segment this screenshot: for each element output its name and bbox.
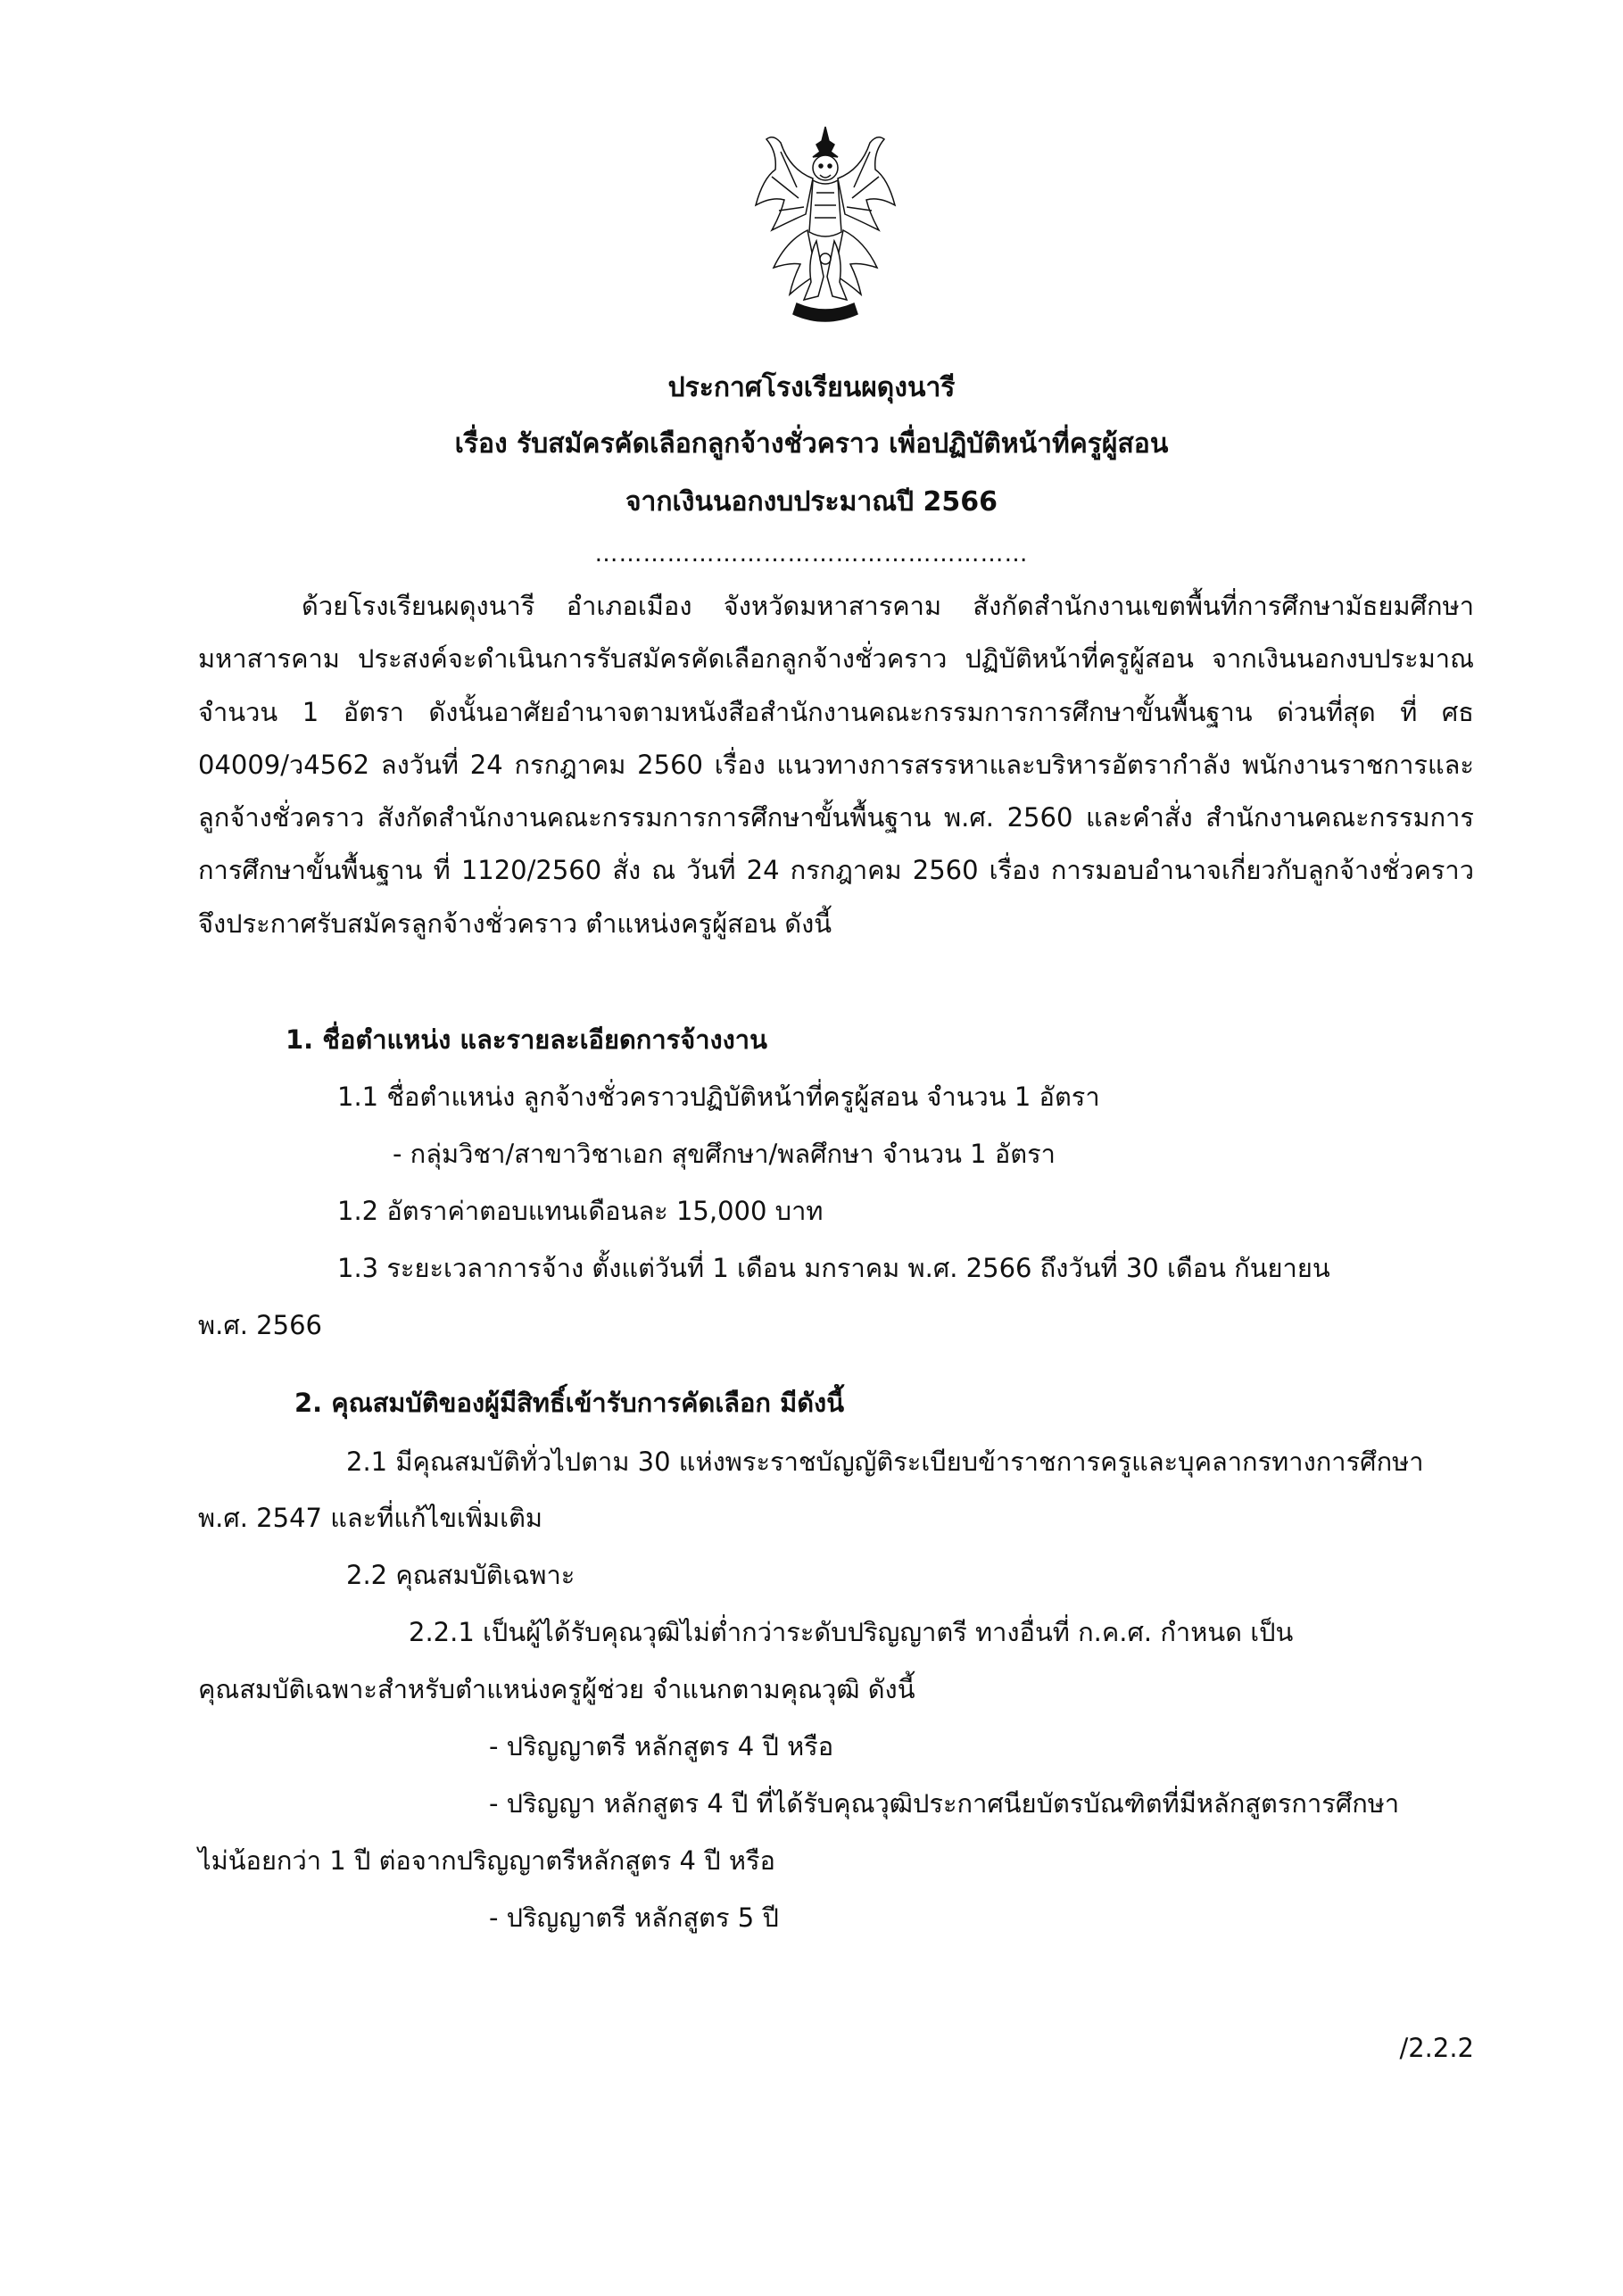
announcement-title: ประกาศโรงเรียนผดุงนารี (667, 372, 956, 403)
item-2-2: 2.2 คุณสมบัติเฉพาะ (346, 1560, 576, 1590)
qualification-bullet-2-line-1: - ปริญญา หลักสูตร 4 ปี ที่ได้รับคุณวุฒิประกาศนียบัตรบัณฑิตที่มีหลักสูตรการศึกษา (489, 1788, 1400, 1819)
announcement-subject: เรื่อง รับสมัครคัดเลือกลูกจ้างชั่วคราว เพื่อปฏิบัติหน้าที่ครูผู้สอน (454, 428, 1169, 460)
item-1-2: 1.2 อัตราค่าตอบแทนเดือนละ 15,000 บาท (337, 1196, 824, 1226)
item-2-1-line-1: 2.1 มีคุณสมบัติทั่วไปตาม 30 แห่งพระราชบัญญัติระเบียบข้าราชการครูและบุคลากรทางการศึกษา (346, 1446, 1424, 1477)
qualification-bullet-3: - ปริญญาตรี หลักสูตร 5 ปี (489, 1902, 779, 1933)
separator-dots: ……………………………………………… (594, 541, 1029, 568)
item-2-2-1-line-1: 2.2.1 เป็นผู้ได้รับคุณวุฒิไม่ต่ำกว่าระดับปริญญาตรี ทางอื่นที่ ก.ค.ศ. กำหนด เป็น (409, 1617, 1294, 1647)
item-2-1-line-2: พ.ศ. 2547 และที่แก้ไขเพิ่มเติม (198, 1503, 543, 1533)
intro-paragraph: ด้วยโรงเรียนผดุงนารี อำเภอเมือง จังหวัดมหาสารคาม สังกัดสำนักงานเขตพื้นที่การศึกษามัธยมศึกษามหาสารคาม ประสงค์จะดำเนินการรับสมัครคัดเลือกลูกจ้างชั่วคราว ปฏิบัติหน้าที่ครูผู้สอน จากเงินนอกงบประมาณ จำนวน 1 อัตรา ดังนั้นอาศัยอำนาจตามหนังสือสำนักงานคณะกรรมการการศึกษาขั้นพื้นฐาน ด่วนที่สุด ที่ ศธ 04009/ว4562 ลงวันที่ 24 กรกฎาคม 2560 เรื่อง แนวทางการสรรหาและบริหารอัตรากำลัง พนักงานราชการและลูกจ้างชั่วคราว สังกัดสำนักงานคณะกรรมการการศึกษาขั้นพื้นฐาน พ.ศ. 2560 และคำสั่ง สำนักงานคณะกรรมการการศึกษาขั้นพื้นฐาน ที่ 1120/2560 สั่ง ณ วันที่ 24 กรกฎาคม 2560 เรื่อง การมอบอำนาจเกี่ยวกับลูกจ้างชั่วคราว จึงประกาศรับสมัครลูกจ้างชั่วคราว ตำแหน่งครูผู้สอน ดังนี้ (198, 591, 1474, 939)
qualification-bullet-1: - ปริญญาตรี หลักสูตร 4 ปี หรือ (489, 1731, 834, 1761)
section-1-heading: 1. ชื่อตำแหน่ง และรายละเอียดการจ้างงาน (286, 1024, 767, 1055)
section-2-heading: 2. คุณสมบัติของผู้มีสิทธิ์เข้ารับการคัดเลือก มีดังนี้ (294, 1388, 845, 1418)
qualification-bullet-2-line-2: ไม่น้อยกว่า 1 ปี ต่อจากปริญญาตรีหลักสูตร 4 ปี หรือ (198, 1845, 775, 1876)
item-1-1-sub: - กลุ่มวิชา/สาขาวิชาเอก สุขศึกษา/พลศึกษา จำนวน 1 อัตรา (393, 1139, 1056, 1169)
page-continuation-ref: /2.2.2 (1399, 2033, 1474, 2063)
item-1-3-line-1: 1.3 ระยะเวลาการจ้าง ตั้งแต่วันที่ 1 เดือน มกราคม พ.ศ. 2566 ถึงวันที่ 30 เดือน กันยายน (337, 1253, 1330, 1283)
item-1-3-line-2: พ.ศ. 2566 (198, 1310, 322, 1340)
item-1-1: 1.1 ชื่อตำแหน่ง ลูกจ้างชั่วคราวปฏิบัติหน้าที่ครูผู้สอน จำนวน 1 อัตรา (337, 1082, 1100, 1112)
item-2-2-1-line-2: คุณสมบัติเฉพาะสำหรับตำแหน่งครูผู้ช่วย จำแนกตามคุณวุฒิ ดังนี้ (198, 1674, 915, 1704)
announcement-funding: จากเงินนอกงบประมาณปี 2566 (625, 486, 998, 518)
garuda-emblem-icon (754, 125, 897, 330)
